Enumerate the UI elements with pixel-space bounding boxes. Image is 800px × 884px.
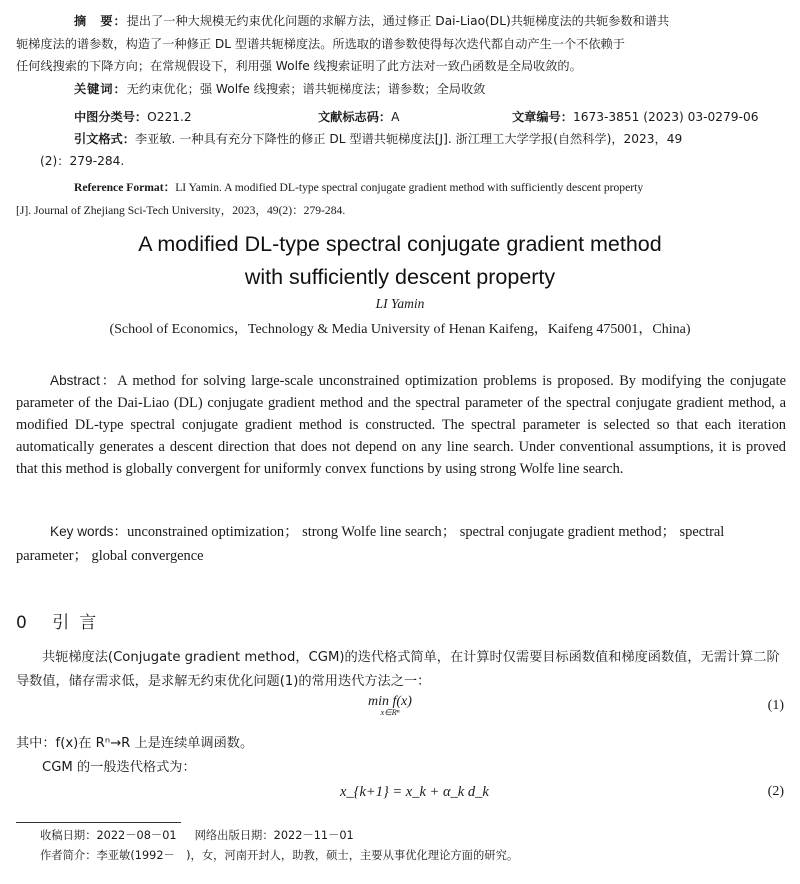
doc-code-value: A [391, 110, 400, 124]
keywords-en-text: unconstrained optimization； strong Wolfe line search； spectral conjugate gradient method； spectral parameter； global convergence [16, 524, 725, 564]
chinese-abstract [16, 10, 786, 100]
cn-keywords-label: 关键词： [74, 81, 127, 96]
citation-text-2: (2)：279-284. [40, 154, 125, 168]
cn-abstract-label: 摘 要： [74, 14, 127, 28]
ref-text-1: LI Yamin. A modified DL-type spectral conjugate gradient method with sufficiently descent property [175, 181, 644, 194]
paper-title-en [0, 228, 800, 294]
author-bio-label: 作者简介： [40, 849, 97, 862]
doc-code-label: 文献标志码： [318, 110, 392, 124]
equation-1-number: (1) [767, 698, 784, 713]
intro-text-1: 共轭梯度法(Conjugate gradient method，CGM)的迭代格式简单，在计算时仅需要目标函数值和梯度函数值，无需计算二阶导数值，储存需求低，是求解无约束优化问题(1)的常用迭代方法之一： [16, 650, 780, 689]
author-name: LI Yamin [375, 296, 425, 311]
article-number [512, 108, 758, 125]
footnote-dates [40, 826, 518, 846]
author-bio-text: 李亚敏(1992－ )，女，河南开封人，助教，硕士，主要从事优化理论方面的研究。 [96, 849, 519, 862]
citation-label: 引文格式： [74, 132, 135, 146]
citation-text-1: 李亚敏. 一种具有充分下降性的修正 DL 型谱共轭梯度法[J]. 浙江理工大学学报(自然科学)，2023，49 [134, 132, 683, 146]
online-date: 2022－11－01 [273, 829, 354, 842]
equation-1 [368, 694, 412, 718]
cn-keywords [16, 78, 786, 101]
received-date: 2022－08－01 [96, 829, 177, 842]
title-line2: with sufficiently descent property [244, 265, 556, 289]
online-label: 网络出版日期： [194, 829, 274, 842]
keywords-en [16, 520, 786, 568]
clc-number [74, 108, 192, 125]
section-heading [16, 608, 106, 633]
reference-format-en [16, 176, 790, 222]
equation-1-body: min f(x) [368, 694, 412, 709]
section-title: 引言 [52, 613, 107, 633]
footnote [40, 826, 518, 866]
ref-text-2: [J]. Journal of Zhejiang Sci-Tech University，2023，49(2)：279-284. [16, 204, 346, 217]
document-code [318, 108, 399, 125]
keywords-en-label: Key words： [50, 524, 128, 539]
article-number-value: 1673-3851 (2023) 03-0279-06 [572, 110, 759, 124]
intro-paragraph-1 [16, 646, 786, 694]
clc-label: 中图分类号： [74, 110, 148, 124]
ref-label: Reference Format： [74, 181, 176, 194]
cn-abstract-text-2: 轭梯度法的谱参数，构造了一种修正 DL 型谱共轭梯度法。所选取的谱参数使得每次迭代都自动产生一个不依赖于 [16, 36, 625, 51]
cn-abstract-text-1: 提出了一种大规模无约束优化问题的求解方法，通过修正 Dai-Liao(DL)共轭梯度法的共轭参数和谱共 [126, 14, 670, 28]
equation-2: x_{k+1} = x_k + α_k d_k [340, 784, 489, 800]
clc-value: O221.2 [147, 110, 192, 124]
citation-cn [74, 130, 682, 147]
abstract-en [16, 370, 786, 480]
title-line1: A modified DL-type spectral conjugate gradient method [138, 232, 662, 256]
author-affiliation: (School of Economics，Technology & Media University of Henan Kaifeng，Kaifeng 475001，China) [109, 322, 691, 337]
cn-keywords-text: 无约束优化；强 Wolfe 线搜索；谱共轭梯度法；谱参数；全局收敛 [126, 81, 486, 96]
cn-abstract-line1 [16, 10, 786, 33]
abstract-en-text: A method for solving large-scale unconstrained optimization problems is proposed. By modifying the conjugate parameter of the Dai-Liao (DL) conjugate gradient method and the spectral parameter of the spectral conjugate gradient method, a modified DL-type spectral conjugate gradient method is constructed. The spectral parameter is selected so that each iteration automatically generates a descent direction that does not depend on any line search. Under conventional assumptions, it is proved that this method is globally convergent for uniformly convex functions by using strong Wolfe line search. [16, 373, 786, 477]
abstract-en-label: Abstract： [50, 373, 118, 388]
cn-abstract-text-3: 任何线搜索的下降方向；在常规假设下，利用强 Wolfe 线搜索证明了此方法对一致凸函数是全局收敛的。 [16, 59, 582, 73]
equation-1-subscript: x∈Rⁿ [380, 707, 400, 717]
intro-text-2: 其中：f(x)在 Rⁿ→R 上是连续单调函数。 [16, 736, 254, 751]
intro-text-3: CGM 的一般迭代格式为： [42, 760, 196, 775]
footnote-author [40, 846, 518, 866]
received-label: 收稿日期： [40, 829, 97, 842]
section-number: 0 [16, 613, 37, 633]
article-number-label: 文章编号： [512, 110, 573, 124]
ref-line1 [40, 176, 790, 199]
equation-2-number: (2) [767, 784, 784, 799]
footnote-rule [16, 822, 181, 823]
